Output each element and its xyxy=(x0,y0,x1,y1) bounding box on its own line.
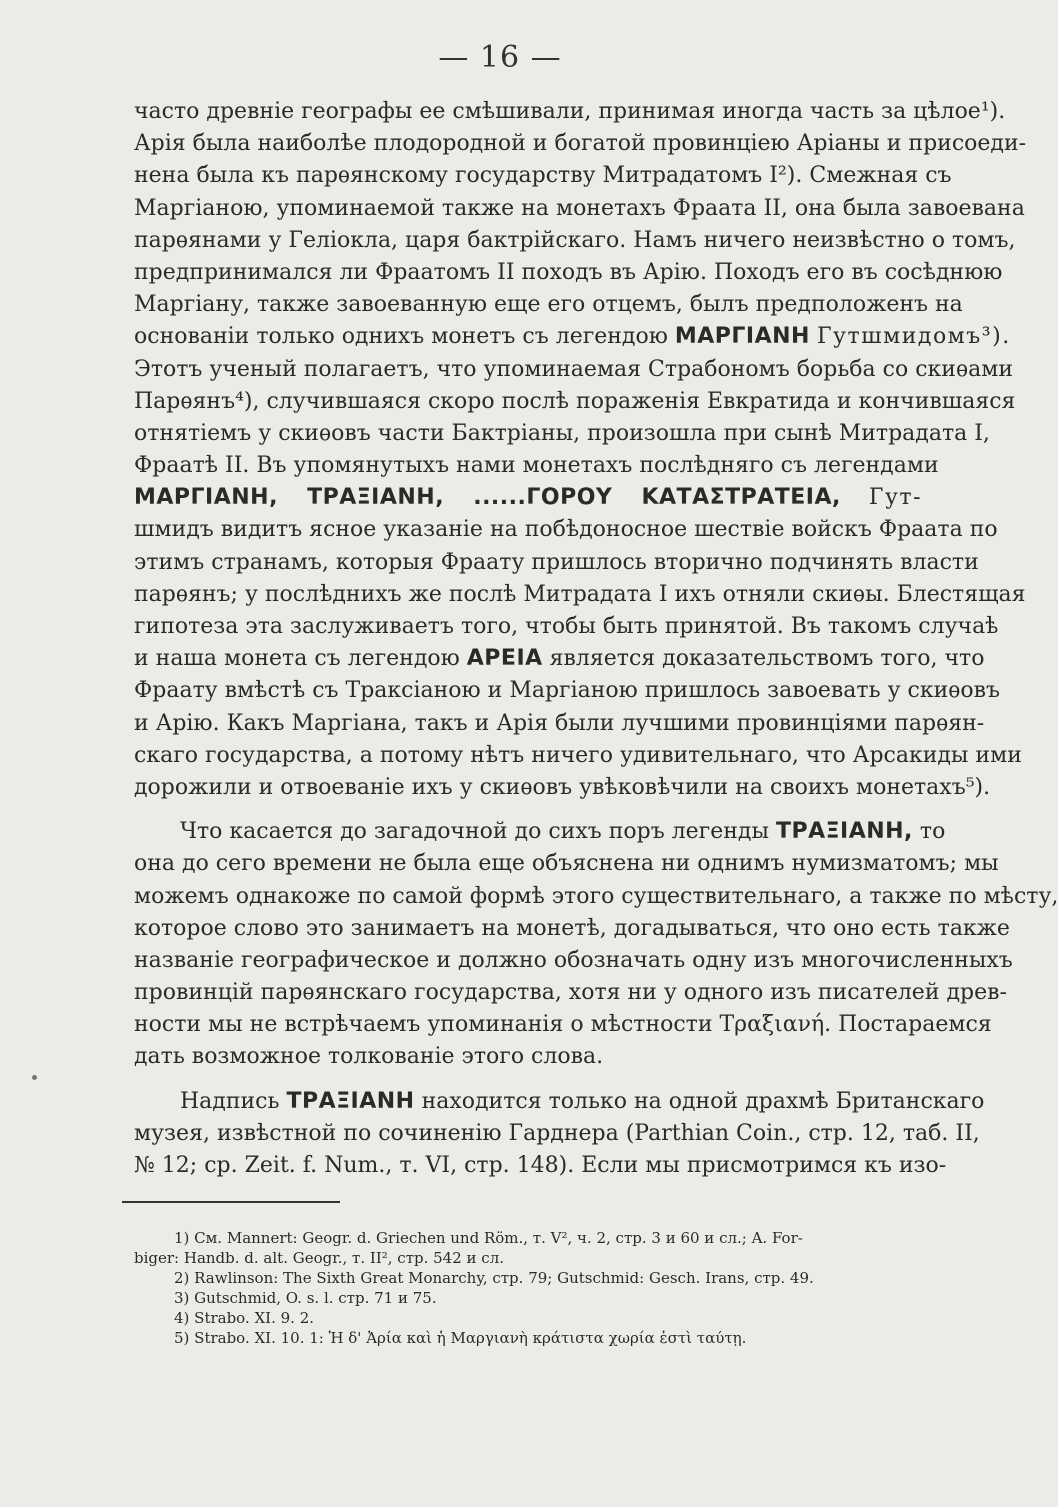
footnote-4: 4) Strabo. XI. 9. 2. xyxy=(174,1309,315,1327)
text-line-mixed xyxy=(134,321,1011,353)
footnote-5: 5) Strabo. XI. 10. 1: Ἡ δ' Ἀρία καὶ ἡ Μαργιανὴ κράτιστα χωρία ἐστὶ ταύτῃ. xyxy=(174,1329,747,1347)
text-line: Маргiаною, упоминаемой также на монетахъ Фраата II, она была завоевана xyxy=(134,195,1025,221)
text-line: скаго государства, а потому нѣтъ ничего удивительнаго, что Арсакиды ими xyxy=(134,742,1022,768)
text-line: Парѳянъ⁴), случившаяся скоро послѣ пораженiя Евкратида и кончившаяся xyxy=(134,388,1016,414)
page-number: — 16 — xyxy=(438,40,562,75)
text-line: парѳянами у Гелiокла, царя бактрiйскаго. Намъ ничего неизвѣстно о томъ, xyxy=(134,227,1016,253)
footnote-1: 1) См. Mannert: Geogr. d. Griechen und Röm., т. V², ч. 2, стр. 3 и 60 и сл.; A. For- xyxy=(174,1229,803,1247)
text-line: гипотеза эта заслуживаетъ того, чтобы быть принятой. Въ такомъ случаѣ xyxy=(134,614,999,639)
text-line: дорожили и отвоеванiе ихъ у скиѳовъ увѣковѣчили на своихъ монетахъ⁵). xyxy=(134,774,991,800)
text-line: парѳянъ; у послѣднихъ же послѣ Митрадата I ихъ отняли скиѳы. Блестящая xyxy=(134,581,1026,607)
body-text xyxy=(134,96,1058,1182)
text-line: Маргiану, также завоеванную еще его отцемъ, былъ предположенъ на xyxy=(134,292,963,318)
text-segment: основанiи только однихъ монетъ съ легендою xyxy=(134,324,668,350)
greek-legend: ΜΑΡΓΙΑΝΗ xyxy=(674,324,810,350)
text-line-mixed xyxy=(134,816,946,848)
text-line: можемъ однакоже по самой формѣ этого существительнаго, а также по мѣсту, xyxy=(134,883,1058,909)
text-line: названiе географическое и должно обозначать одну изъ многочисленныхъ xyxy=(134,947,1013,973)
footnote-3: 3) Gutschmid, O. s. l. стр. 71 и 75. xyxy=(174,1289,437,1307)
text-line: Фраатѣ II. Въ упомянутыхъ нами монетахъ послѣдняго съ легендами xyxy=(134,453,939,479)
author-name: Гутшмидомъ³). xyxy=(816,324,1011,350)
text-line: нена была къ парѳянскому государству Митрадатомъ I²). Смежная съ xyxy=(134,163,952,189)
greek-legend: ΑΡΕΙΑ xyxy=(466,646,543,672)
text-line: предпринималcя ли Фраатомъ II походъ въ Арiю. Походъ его въ сосѣднюю xyxy=(134,259,1003,285)
text-segment: является доказательствомъ того, что xyxy=(549,646,985,672)
text-line: и Арiю. Какъ Маргiана, такъ и Арiя были лучшими провинцiями парѳян- xyxy=(134,710,985,736)
footnote-rule xyxy=(122,1201,340,1203)
footnote-2: 2) Rawlinson: The Sixth Great Monarchy, стр. 79; Gutschmid: Gesch. Irans, стр. 49. xyxy=(174,1269,814,1287)
text-segment: Надпись xyxy=(180,1088,280,1114)
text-line: этимъ странамъ, которыя Фраату пришлось вторично подчинять власти xyxy=(134,549,979,575)
text-line: № 12; ср. Zeit. f. Num., т. VI, стр. 148). Если мы присмотримся къ изо- xyxy=(134,1153,947,1178)
text-line: отнятiемъ у скиѳовъ части Бактрiаны, произошла при сынѣ Митрадата I, xyxy=(134,420,990,446)
text-line-mixed xyxy=(134,643,985,675)
greek-legend: ΤΡΑΞΙΑΝΗ, xyxy=(775,819,913,845)
text-line-mixed xyxy=(134,1086,985,1118)
text-line: часто древнiе географы ее смѣшивали, принимая иногда часть за цѣлое¹). xyxy=(134,99,1006,124)
text-line-mixed xyxy=(134,482,922,514)
text-line: шмидъ видитъ ясное указанiе на побѣдоносное шествiе войскъ Фраата по xyxy=(134,517,998,543)
text-segment: то xyxy=(919,819,946,845)
text-line: она до сего времени не была еще объяснена ни однимъ нумизматомъ; мы xyxy=(134,851,999,877)
text-segment: Что касается до загадочной до сихъ поръ легенды xyxy=(180,819,769,845)
text-line: Арiя была наиболѣе плодородной и богатой провинцiею Арiаны и присоеди- xyxy=(134,131,1027,157)
greek-legend: ΜΑΡΓΙΑΝΗ, ΤΡΑΞΙΑΝΗ, ......ΓΟΡΟΥ ΚΑΤΑΣΤΡΑΤΕΙΑ, xyxy=(134,485,841,511)
text-line: которое слово это занимаетъ на монетѣ, догадываться, что оно есть также xyxy=(134,915,1010,941)
text-line: Этотъ ученый полагаетъ, что упоминаемая Страбономъ борьба со скиѳами xyxy=(134,356,1013,382)
greek-legend: ΤΡΑΞΙΑΝΗ xyxy=(286,1088,415,1114)
text-segment: и наша монета съ легендою xyxy=(134,646,460,672)
author-name: Гут- xyxy=(868,485,923,511)
text-line: провинцiй парѳянскаго государства, хотя ни у одного изъ писателей древ- xyxy=(134,980,1007,1006)
text-line: ности мы не встрѣчаемъ упоминанiя о мѣстности Τραξιανή. Постараемся xyxy=(134,1012,992,1038)
footnotes xyxy=(134,1228,922,1348)
text-segment: находится только на одной драхмѣ Британскаго xyxy=(421,1088,985,1114)
ink-speck xyxy=(32,1075,37,1080)
footnote-1-continued: biger: Handb. d. alt. Geogr., т. II², стр. 542 и сл. xyxy=(134,1249,504,1267)
text-line: дать возможное толкованiе этого слова. xyxy=(134,1044,604,1070)
text-line: музея, извѣстной по сочиненiю Гарднера (Parthian Coin., стр. 12, таб. II, xyxy=(134,1120,980,1146)
text-line: Фраату вмѣстѣ съ Траксiаною и Маргiаною пришлось завоевать у скиѳовъ xyxy=(134,678,1001,704)
